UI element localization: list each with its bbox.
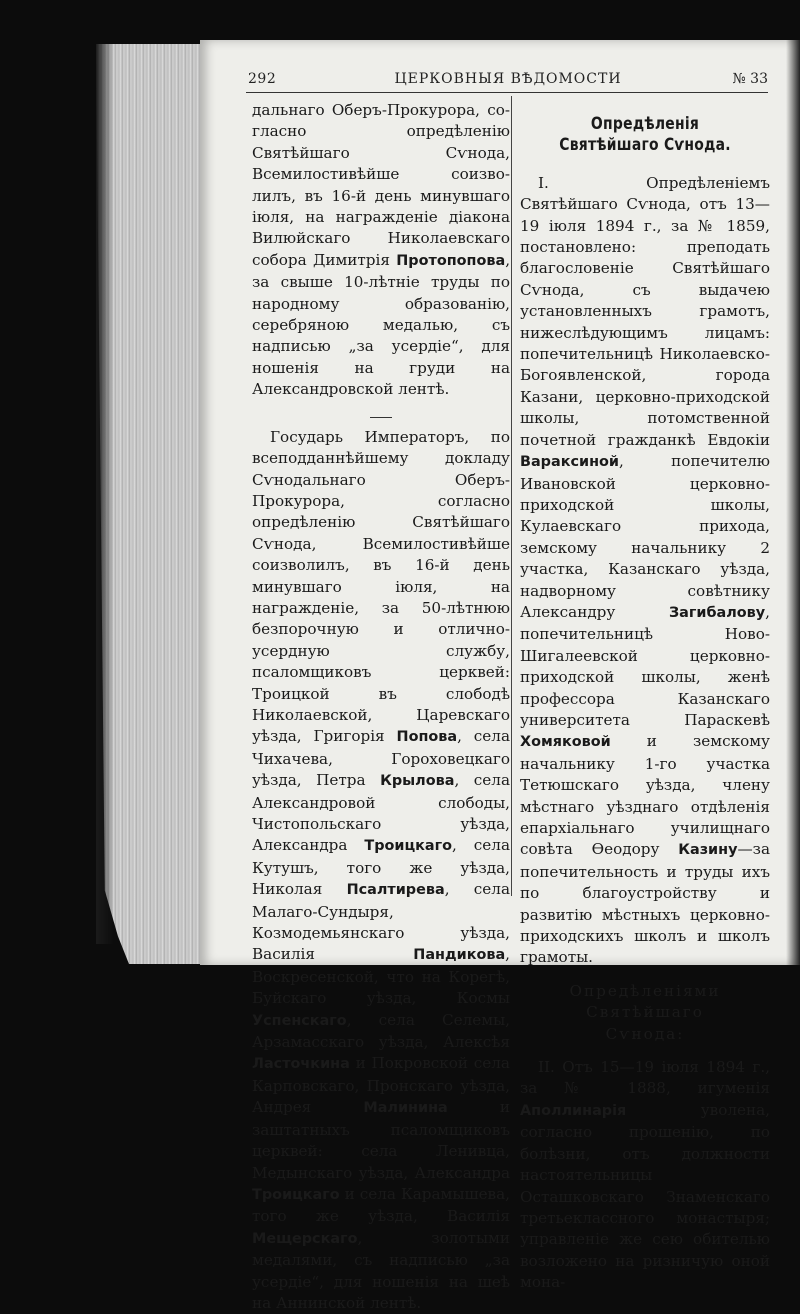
text-line: на Александровской лентѣ. [252, 358, 511, 399]
person-name: Вараксиной [520, 454, 619, 471]
person-name: Успенскаго [252, 1012, 347, 1029]
text-run: , села Александровой слободы, Чистопольскаго уѣзда, Александра [252, 771, 510, 855]
text-run: , попечителю Ивановской церковно-приходской школы, Кулаевскаго прихода, земскому начальнику 2 участка, Казанскаго уѣзда, надворному совѣтнику Александру [520, 452, 770, 621]
edge-shadow [96, 44, 114, 944]
text-line: серебряною медалью, съ надписью [252, 316, 510, 356]
text-run: I. Опредѣленіемъ Святѣйшаго Сѵнода, отъ 13—19 іюля 1894 г., за № 1859, постановлено: преподать благословеніе Святѣйшаго Сѵнода, съ выдачею установленныхъ грамотъ, нижеслѣдующимъ лицамъ: попечительницѣ Николаевско-Богоявленской, города Казани, церковно-приходской школы, потомственной почетной гражданкѣ Евдокіи [520, 173, 770, 449]
person-name: Хомяковой [520, 734, 611, 751]
text-run: , Воскресенской, что на Корегѣ, Буйскаго уѣзда, Космы [252, 945, 510, 1008]
text-run: , села Чихачева, Гороховецкаго уѣзда, Петра [252, 727, 511, 790]
text-run: и села Карамышева, того же уѣзда, Василія [252, 1184, 510, 1226]
text-run: II. Отъ 15—19 іюля 1894 г., за № 1888, игуменія [520, 1058, 770, 1098]
text-line: гласно опредѣленію Святѣйшаго [252, 122, 510, 162]
header-rule [246, 92, 768, 93]
text-run: , села Кутушъ, того же уѣзда, Николая [252, 836, 510, 899]
person-name: Крылова [380, 773, 455, 790]
person-name: Троицкаго [252, 1186, 340, 1203]
person-name: Ласточкина [252, 1056, 350, 1073]
gutter-shadow [786, 40, 800, 965]
section-dash [252, 407, 510, 417]
left-paragraph-1 [252, 100, 510, 401]
person-name: Протопопова [396, 252, 506, 269]
right-paragraph-2 [520, 1057, 770, 1293]
text-run: и Покровской села Карповскаго, Пронскаго уѣзда, Андрея [252, 1054, 510, 1117]
right-column [520, 100, 770, 1294]
page-number: 292 [248, 71, 277, 87]
section-heading: Опредѣленія Святѣйшаго Сѵнода. [559, 114, 731, 156]
text-run: и земскому начальнику 1-го участка Тетюшскаго уѣзда, члену мѣстнаго уѣзднаго отдѣленія епархіальнаго училищнаго совѣта Ѳеодору [520, 732, 770, 859]
running-header [248, 71, 768, 93]
person-name: Попова [396, 729, 458, 746]
person-name: Троицкаго [364, 838, 453, 855]
journal-title: ЦЕРКОВНЫЯ ВѢДОМОСТИ [394, 71, 622, 87]
person-name: Загибалову [668, 604, 766, 621]
subheading-line-1: Опредѣленіями Святѣйшаго [569, 981, 721, 1022]
text-line: лилъ, въ 16-й день минувшаго іюля, [252, 186, 510, 227]
text-line: труды по народному образованію, [252, 273, 510, 313]
person-name: Мещерскаго [252, 1230, 358, 1247]
column-rule [511, 96, 512, 896]
text-run: , села Малаго-Сундыря, Козмодемьянскаго уѣзда, Василія [252, 880, 510, 964]
person-name: Пандикова [413, 947, 506, 964]
text-run: уволена, согласно прошенію, по болѣзни, отъ должности настоятельницы Осташковскаго Знаменскаго третьеклассного монастыря; управленіе же сею обителью возложено на ризничую оной мона- [520, 1100, 770, 1292]
person-name: Псалтирева [346, 882, 445, 899]
left-column [252, 100, 510, 1314]
person-name: Казину [678, 842, 738, 859]
text-run: —за попечительность и труды ихъ по благоустройству и развитію мѣстныхъ церковно-приходскихъ школъ и школъ грамоты. [520, 840, 770, 967]
subheading-line-2: Сѵнода: [605, 1024, 685, 1043]
text-run: и заштатныхъ псаломщиковъ церквей: села Ленивца, Медынскаго уѣзда, Александра [252, 1098, 510, 1182]
person-name: Аполлинарія [520, 1102, 627, 1119]
left-paragraph-2 [252, 427, 510, 1314]
text-line: Сѵнода, Всемилостивѣйше соизво- [252, 143, 510, 184]
text-run: , попечительницѣ Ново-Шигалеевской церковно-приходской школы, женѣ профессора Казанскаго университета Параскевѣ [520, 602, 770, 729]
right-paragraph-1 [520, 173, 770, 969]
text-run: , золотыми медалями, съ надписью „за усердіе“, для ношенія на шеѣ на Аннинской лентѣ. [252, 1228, 510, 1312]
text-line: Николаевскаго собора Димитрія [252, 229, 510, 269]
text-run: , села Селемы, Арзамасскаго уѣзда, Алексѣя [252, 1010, 510, 1052]
text-run: Государь Императоръ, по всеподданнѣйшему докладу Сѵнодальнаго Оберъ-Прокурора, согласно опредѣленію Святѣйшаго Сѵнода, Всемилостивѣйше соизволилъ, въ 16-й день минувшаго іюля, на награжденіе, за 50-лѣтнюю безпорочную и отлично-усердную службу, псаломщиковъ церквей: Троицкой въ слободѣ Николаевской, Царевскаго уѣзда, Григорія [252, 427, 510, 746]
text-line: , за свыше 10-лѣтніе [252, 250, 511, 292]
person-name: Малинина [363, 1100, 448, 1117]
text-line: на награжденіе діакона Вилюйскаго [252, 208, 510, 248]
issue-number: № 33 [732, 71, 768, 87]
text-line: дальнаго Оберъ-Прокурора, со- [252, 101, 510, 119]
text-line: „за усердіе“, для ношенія на груди [252, 337, 510, 377]
